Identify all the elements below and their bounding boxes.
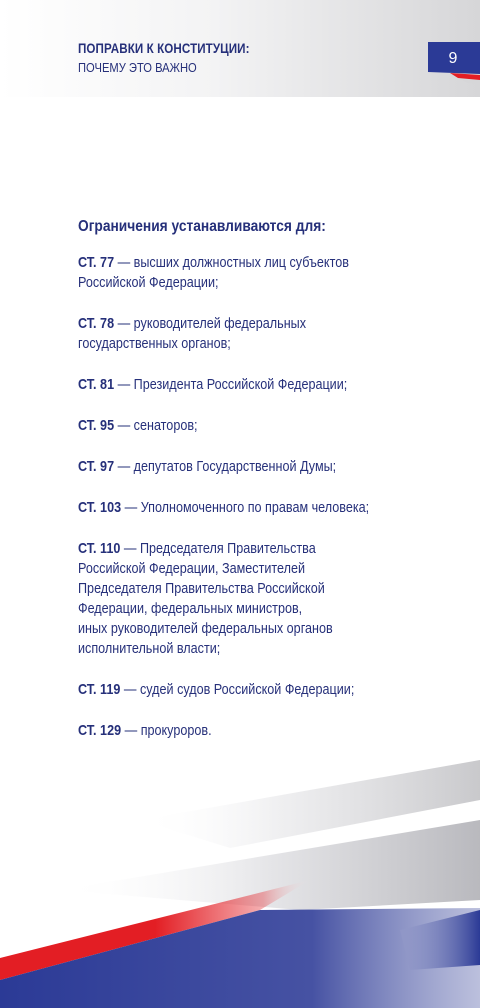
article-number: СТ. 95 xyxy=(78,417,115,434)
article-number: СТ. 81 xyxy=(78,376,115,393)
header-subtitle: ПОЧЕМУ ЭТО ВАЖНО xyxy=(78,60,197,75)
article-number: СТ. 97 xyxy=(78,458,115,475)
page-number: 9 xyxy=(448,50,458,67)
list-item xyxy=(78,721,406,741)
article-number: СТ. 103 xyxy=(78,499,122,516)
item-text: — Президента Российской Федерации; xyxy=(114,376,348,393)
item-text: — руководителей федеральных xyxy=(114,315,307,332)
item-line xyxy=(78,457,406,477)
item-text: Российской Федерации; xyxy=(78,274,219,291)
list-item xyxy=(78,314,406,354)
list-item xyxy=(78,416,406,436)
item-line xyxy=(78,680,406,700)
item-text: — высших должностных лиц субъектов xyxy=(114,254,349,271)
list-item xyxy=(78,680,406,700)
item-text: — прокуроров. xyxy=(121,722,212,739)
article-number: СТ. 119 xyxy=(78,681,121,698)
page-number-tab xyxy=(428,42,480,80)
article-number: СТ. 110 xyxy=(78,540,121,557)
item-line xyxy=(78,416,406,436)
item-line xyxy=(78,314,406,334)
flag-stripes-decoration xyxy=(0,760,480,1008)
list-item xyxy=(78,498,406,518)
article-number: СТ. 78 xyxy=(78,315,115,332)
intro-heading: Ограничения устанавливаются для: xyxy=(78,218,326,235)
item-line xyxy=(78,721,406,741)
item-line xyxy=(78,253,406,273)
article-number: СТ. 129 xyxy=(78,722,122,739)
item-text: — сенаторов; xyxy=(114,417,198,434)
item-text: Федерации, федеральных министров, xyxy=(78,600,303,617)
item-text: государственных органов; xyxy=(78,335,231,352)
list-item xyxy=(78,457,406,477)
list-item xyxy=(78,253,406,293)
article-number: СТ. 77 xyxy=(78,254,115,271)
item-text: — депутатов Государственной Думы; xyxy=(114,458,337,475)
item-line xyxy=(78,539,406,559)
item-line xyxy=(78,375,406,395)
item-text: — Уполномоченного по правам человека; xyxy=(121,499,370,516)
item-text: — Председателя Правительства xyxy=(120,540,316,557)
item-text: Председателя Правительства Российской xyxy=(78,580,325,597)
item-line xyxy=(78,498,406,518)
item-text: иных руководителей федеральных органов xyxy=(78,620,333,637)
item-text: исполнительной власти; xyxy=(78,640,221,657)
item-text: — судей судов Российской Федерации; xyxy=(120,681,355,698)
header-title: ПОПРАВКИ К КОНСТИТУЦИИ: xyxy=(78,41,250,56)
list-item xyxy=(78,539,406,659)
list-item xyxy=(78,375,406,395)
page-header xyxy=(0,0,480,97)
item-text: Российской Федерации, Заместителей xyxy=(78,560,306,577)
main-content xyxy=(78,216,468,762)
